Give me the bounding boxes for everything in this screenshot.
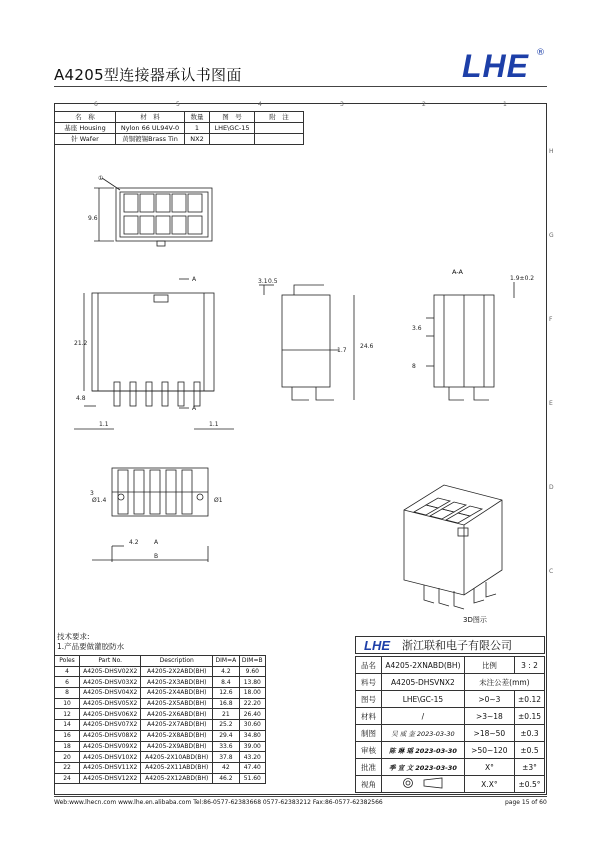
table-cell: 34.80 <box>239 730 265 741</box>
dim-label: 3 <box>90 490 94 497</box>
table-cell: A4205-2X9ABD(BH) <box>141 741 213 752</box>
dim-label: 3.1 <box>258 278 268 285</box>
table-row <box>55 720 266 731</box>
table-cell: A4205-2X6ABD(BH) <box>141 709 213 720</box>
dim-label: 4.2 <box>129 539 139 546</box>
bom-cell: 黄铜镀锡Brass Tin <box>116 134 185 145</box>
table-cell: 22.20 <box>239 698 265 709</box>
footer-contact: Web:www.lhecn.com www.lhe.en.alibaba.com Tel:86-0577-62383668 0577-62383212 Fax:86-0577-62382566 <box>54 799 383 806</box>
table-cell: 10 <box>55 698 80 709</box>
table-row <box>55 709 266 720</box>
dim-label: 0.5 <box>268 278 278 285</box>
zone-label-top: 4 <box>258 101 262 108</box>
title-block-row <box>356 708 545 725</box>
tb-tol-range: 比例 <box>464 657 514 674</box>
table-cell: 24 <box>55 773 80 784</box>
tb-tol-value: ±0.3 <box>515 725 545 742</box>
projection-symbol <box>382 776 465 793</box>
bom-cell <box>210 134 255 145</box>
table-cell: 18.00 <box>239 688 265 699</box>
parts-table <box>54 655 266 784</box>
table-cell: A4205-2X7ABD(BH) <box>141 720 213 731</box>
tb-label: 品名 <box>356 657 382 674</box>
tb-tol-value: ±0.15 <box>515 708 545 725</box>
dim-label: 1.9±0.2 <box>510 275 535 282</box>
table-cell: 33.6 <box>213 741 239 752</box>
tb-label: 审核 <box>356 742 382 759</box>
tb-tol-range: 未注公差(mm) <box>464 674 544 691</box>
view-3d <box>404 485 502 609</box>
table-cell: A4205-2X3ABD(BH) <box>141 677 213 688</box>
title-block-row <box>356 725 545 742</box>
dim-label: 1.7 <box>337 347 347 354</box>
table-cell: 37.8 <box>213 752 239 763</box>
bom-header-row <box>55 112 304 123</box>
tb-label: 制图 <box>356 725 382 742</box>
front-view <box>74 279 234 429</box>
table-cell: 21 <box>213 709 239 720</box>
table-cell: A4205-DHSV04X2 <box>80 688 141 699</box>
table-cell: 14 <box>55 720 80 731</box>
zone-label-side: E <box>549 400 553 407</box>
zone-label-top: 6 <box>94 101 98 108</box>
side-view <box>259 285 354 400</box>
section-title: A-A <box>452 268 463 276</box>
tb-tol-value: ±0.5° <box>515 776 545 793</box>
table-cell: 18 <box>55 741 80 752</box>
dim-label: A <box>154 539 159 546</box>
bom-cell: 基座 Housing <box>55 123 116 134</box>
table-cell: A4205-DHSV09X2 <box>80 741 141 752</box>
table-row <box>55 730 266 741</box>
tech-heading: 技术要求: <box>57 632 90 641</box>
tb-signature: 陈 琳 瑶 2023-03-30 <box>382 742 465 759</box>
table-cell: 42 <box>213 762 239 773</box>
parts-header-row <box>55 656 266 667</box>
table-cell: A4205-DHSV03X2 <box>80 677 141 688</box>
table-cell: A4205-DHSV10X2 <box>80 752 141 763</box>
tb-value: A4205-DHSVNX2 <box>382 674 465 691</box>
bom-header-cell: 数量 <box>185 112 210 123</box>
dim-label: Ø1 <box>214 497 223 504</box>
table-cell: A4205-DHSV12X2 <box>80 773 141 784</box>
section-view <box>426 282 514 400</box>
table-cell: 4.2 <box>213 666 239 677</box>
company-name: 浙江联和电子有限公司 <box>402 639 512 652</box>
bom-cell: 1 <box>185 123 210 134</box>
table-row <box>55 773 266 784</box>
top-view <box>94 178 212 246</box>
table-cell: 43.20 <box>239 752 265 763</box>
table-cell: A4205-2X11ABD(BH) <box>141 762 213 773</box>
table-cell: A4205-DHSV05X2 <box>80 698 141 709</box>
table-cell: 30.60 <box>239 720 265 731</box>
tb-signature: 季 宣 文 2023-03-30 <box>382 759 465 776</box>
tb-tol-range: X° <box>464 759 514 776</box>
table-cell: A4205-2X12ABD(BH) <box>141 773 213 784</box>
technical-drawing <box>54 150 546 630</box>
parts-header-cell: DIM=A <box>213 656 239 667</box>
table-row <box>55 677 266 688</box>
tb-tol-value: ±3° <box>515 759 545 776</box>
table-cell: 12 <box>55 709 80 720</box>
table-cell: 47.40 <box>239 762 265 773</box>
dim-label: 1.1 <box>99 421 109 428</box>
table-cell: 39.00 <box>239 741 265 752</box>
bom-cell: 针 Wafer <box>55 134 116 145</box>
table-cell: 13.80 <box>239 677 265 688</box>
tb-tol-range: X.X° <box>464 776 514 793</box>
tb-label: 图号 <box>356 691 382 708</box>
company-logo: LHE <box>462 48 529 84</box>
dim-label: 24.6 <box>360 343 374 350</box>
callout-1: ① <box>98 175 104 182</box>
parts-header-cell: Part No. <box>80 656 141 667</box>
parts-header-cell: DIM=B <box>239 656 265 667</box>
tb-label: 料号 <box>356 674 382 691</box>
table-cell: A4205-2X8ABD(BH) <box>141 730 213 741</box>
zone-label-top: 3 <box>340 101 344 108</box>
dim-label: 21.2 <box>74 340 88 347</box>
tb-tol-range: >50~120 <box>464 742 514 759</box>
bottom-view <box>92 468 208 562</box>
bom-row <box>55 123 304 134</box>
table-cell: A4205-2X10ABD(BH) <box>141 752 213 763</box>
tech-requirements <box>57 632 124 652</box>
table-cell: 4 <box>55 666 80 677</box>
bom-table <box>54 111 304 145</box>
table-row <box>55 688 266 699</box>
tb-signature: 吴 威 奎 2023-03-30 <box>382 725 465 742</box>
bom-row <box>55 134 304 145</box>
table-cell: 46.2 <box>213 773 239 784</box>
title-block-row <box>356 691 545 708</box>
title-block-table <box>355 656 545 793</box>
table-cell: 12.6 <box>213 688 239 699</box>
zone-label-top: 2 <box>422 101 426 108</box>
tb-tol-range: >18~50 <box>464 725 514 742</box>
parts-header-cell: Poles <box>55 656 80 667</box>
tb-value: / <box>382 708 465 725</box>
table-cell: 26.40 <box>239 709 265 720</box>
bom-cell: NX2 <box>185 134 210 145</box>
parts-header-cell: Description <box>141 656 213 667</box>
zone-label-top: 5 <box>176 101 180 108</box>
section-mark: A <box>192 405 197 412</box>
page-number: page 15 of 60 <box>505 799 547 806</box>
dim-label: B <box>154 553 159 560</box>
title-block-row <box>356 674 545 691</box>
dim-label: Ø1.4 <box>92 497 107 504</box>
bom-header-cell: 名 称 <box>55 112 116 123</box>
table-row <box>55 752 266 763</box>
dim-label: 3.6 <box>412 325 422 332</box>
section-mark: A <box>192 276 197 283</box>
first-angle-projection-icon <box>398 777 448 789</box>
title-block-header <box>355 636 545 654</box>
zone-label-side: C <box>549 568 554 575</box>
table-row <box>55 666 266 677</box>
document-title: A4205型连接器承认书图面 <box>54 66 242 84</box>
tb-value: A4205-2XNABD(BH) <box>382 657 465 674</box>
zone-label-side: H <box>549 148 554 155</box>
tb-tol-value: ±0.5 <box>515 742 545 759</box>
table-cell: 22 <box>55 762 80 773</box>
tech-item: 1.产品要做灌胶防水 <box>57 642 125 651</box>
table-cell: 51.60 <box>239 773 265 784</box>
dim-label: 8 <box>412 363 416 370</box>
tb-label: 批准 <box>356 759 382 776</box>
bom-cell <box>255 123 304 134</box>
title-block-row <box>356 759 545 776</box>
table-row <box>55 698 266 709</box>
table-cell: 8.4 <box>213 677 239 688</box>
dim-label: 9.6 <box>88 215 98 222</box>
bom-cell <box>255 134 304 145</box>
header-rule <box>54 86 547 87</box>
bom-cell: LHE\GC-15 <box>210 123 255 134</box>
title-block-logo: LHE <box>364 637 390 653</box>
tb-tol-value: 3 : 2 <box>515 657 545 674</box>
table-cell: 16.8 <box>213 698 239 709</box>
table-cell: 9.60 <box>239 666 265 677</box>
tb-tol-range: >0~3 <box>464 691 514 708</box>
table-cell: A4205-2X4ABD(BH) <box>141 688 213 699</box>
title-block-row <box>356 657 545 674</box>
zone-label-side: D <box>549 484 554 491</box>
footer-rule <box>54 796 547 797</box>
dim-label: 1.1 <box>209 421 219 428</box>
table-cell: A4205-DHSV07X2 <box>80 720 141 731</box>
title-block-row <box>356 742 545 759</box>
table-cell: A4205-DHSV06X2 <box>80 709 141 720</box>
bom-header-cell: 材 料 <box>116 112 185 123</box>
zone-label-side: F <box>549 316 553 323</box>
table-cell: 8 <box>55 688 80 699</box>
zone-label-side: G <box>549 232 554 239</box>
label-3d: 3D图示 <box>463 616 487 624</box>
table-cell: A4205-2X5ABD(BH) <box>141 698 213 709</box>
table-cell: A4205-DHSV11X2 <box>80 762 141 773</box>
table-cell: 29.4 <box>213 730 239 741</box>
table-cell: 20 <box>55 752 80 763</box>
table-cell: A4205-2X2ABD(BH) <box>141 666 213 677</box>
table-cell: 6 <box>55 677 80 688</box>
table-cell: 25.2 <box>213 720 239 731</box>
table-cell: A4205-DHSV08X2 <box>80 730 141 741</box>
tb-value: LHE\GC-15 <box>382 691 465 708</box>
title-block-row <box>356 776 545 793</box>
zone-label-top: 1 <box>503 101 507 108</box>
table-cell: 16 <box>55 730 80 741</box>
bom-header-cell: 附 注 <box>255 112 304 123</box>
registered-mark: ® <box>536 48 545 58</box>
dim-label: 4.8 <box>76 395 86 402</box>
bom-header-cell: 图 号 <box>210 112 255 123</box>
bom-cell: Nylon 66 UL94V-0 <box>116 123 185 134</box>
tb-label: 材料 <box>356 708 382 725</box>
table-cell: A4205-DHSV02X2 <box>80 666 141 677</box>
tb-tol-range: >3~18 <box>464 708 514 725</box>
tb-label: 视角 <box>356 776 382 793</box>
table-row <box>55 741 266 752</box>
tb-tol-value: ±0.12 <box>515 691 545 708</box>
table-row <box>55 762 266 773</box>
